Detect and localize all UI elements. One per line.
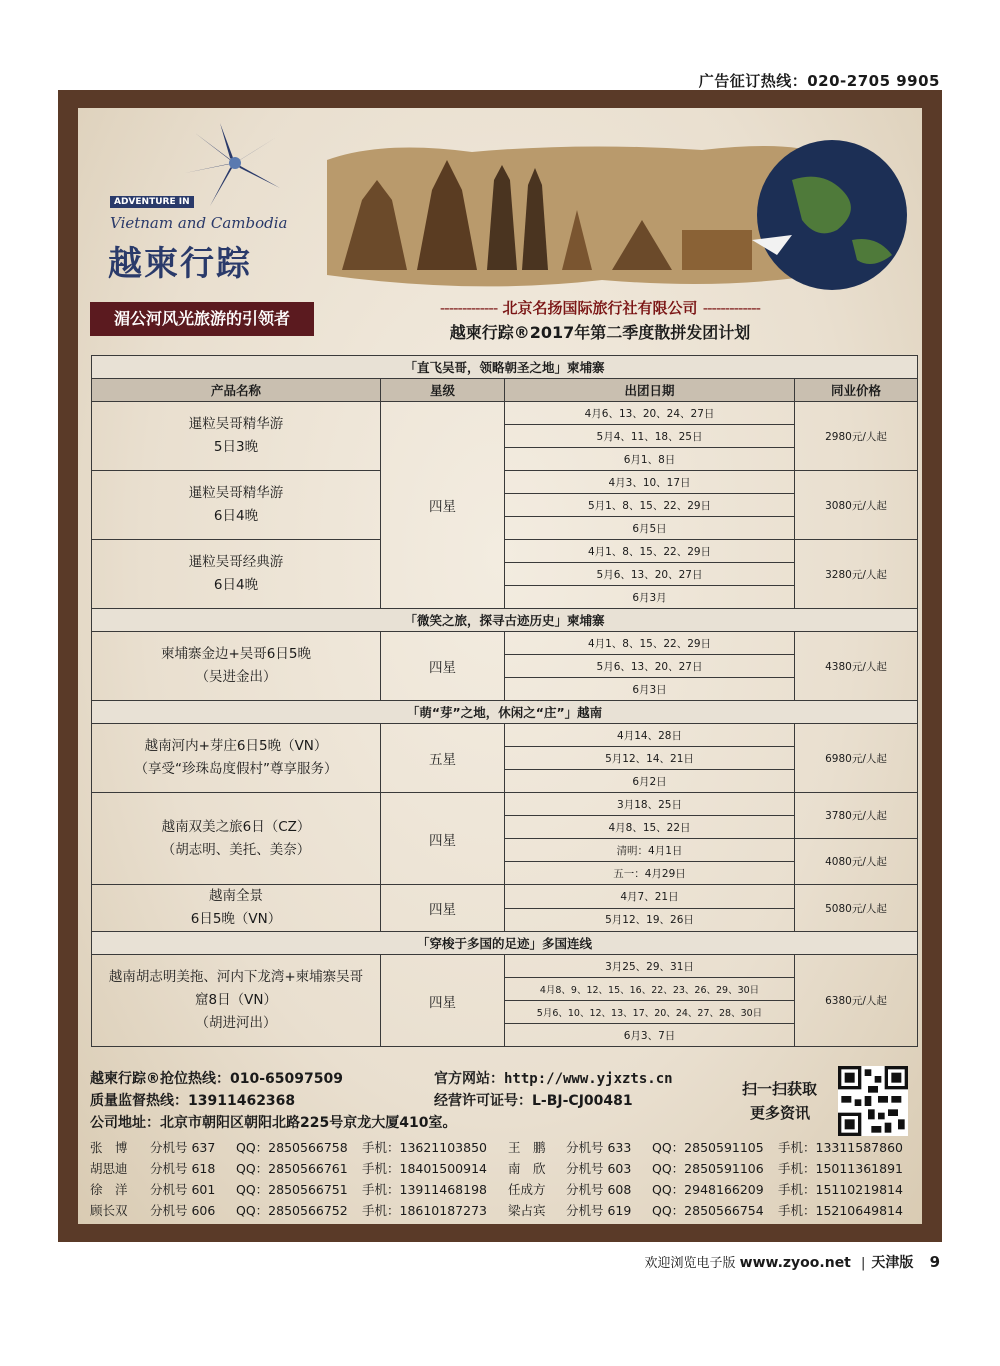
- quality-hotline-row: 质量监督热线：13911462368: [90, 1093, 296, 1109]
- level-cell: 四星: [381, 402, 505, 609]
- logo-english-name: Vietnam and Cambodia: [110, 214, 288, 232]
- date-cell: 清明：4月1日: [505, 839, 795, 862]
- date-cell: 5月12、19、26日: [505, 908, 795, 932]
- date-cell: 5月6、10、12、13、17、20、24、27、28、30日: [505, 1001, 795, 1024]
- license-number: L-BJ-CJ00481: [532, 1093, 633, 1109]
- date-cell: 4月1、8、15、22、29日: [505, 540, 795, 563]
- slogan-banner: 湄公河风光旅游的引领者: [90, 302, 314, 336]
- schedule-table: [91, 355, 917, 1047]
- section-header: 「微笑之旅，探寻古迹历史」柬埔寨: [92, 609, 918, 632]
- product-cell: 暹粒吴哥经典游 6日4晚: [92, 540, 381, 609]
- quality-hotline-number[interactable]: 13911462368: [188, 1093, 296, 1109]
- price-cell: 3280元/人起: [795, 540, 918, 609]
- staff-row: 顾长双 分机号 606 QQ：2850566752 手机：18610187273 梁占宾 分机号 619 QQ：2850566754 手机：15210649814: [90, 1203, 903, 1218]
- date-cell: 4月8、15、22日: [505, 816, 795, 839]
- company-name: ------------- 北京名扬国际旅行社有限公司 -------------: [439, 299, 761, 317]
- website-row: 官方网站：http://www.yjxzts.cn: [434, 1071, 673, 1087]
- header-level: 星级: [381, 379, 505, 402]
- product-cell: 越南胡志明美拖、河内下龙湾+柬埔寨吴哥 窟8日（VN） （胡进河出）: [92, 955, 381, 1047]
- product-cell: 越南河内+芽庄6日5晚（VN） （享受“珍珠岛度假村”尊享服务）: [92, 724, 381, 793]
- header-price: 同业价格: [795, 379, 918, 402]
- company-name-text: 北京名扬国际旅行社有限公司: [502, 299, 698, 317]
- date-cell: 6月5日: [505, 517, 795, 540]
- plan-title: 越柬行踪®2017年第二季度散拼发团计划: [449, 323, 751, 342]
- date-cell: 五一：4月29日: [505, 862, 795, 885]
- price-cell: 4380元/人起: [795, 632, 918, 701]
- product-cell: 越南全景 6日5晚（VN）: [92, 885, 381, 932]
- qr-code-icon[interactable]: [838, 1066, 908, 1136]
- product-cell: 暹粒吴哥精华游 5日3晚: [92, 402, 381, 471]
- level-cell: 四星: [381, 955, 505, 1047]
- ad-hotline: 广告征订热线：020-2705 9905: [698, 72, 940, 90]
- level-cell: 四星: [381, 885, 505, 932]
- level-cell: 四星: [381, 793, 505, 885]
- date-cell: 3月18、25日: [505, 793, 795, 816]
- price-cell: 3080元/人起: [795, 471, 918, 540]
- section-header: 「直飞吴哥，领略朝圣之地」柬埔寨: [92, 356, 918, 379]
- hotline-row: 越柬行踪®抢位热线：010-65097509: [90, 1071, 343, 1087]
- date-cell: 5月1、8、15、22、29日: [505, 494, 795, 517]
- product-cell: 柬埔寨金边+吴哥6日5晚 （吴进金出）: [92, 632, 381, 701]
- website-link[interactable]: http://www.yjxzts.cn: [504, 1071, 673, 1087]
- logo-swirl-icon: [180, 118, 290, 208]
- page-footer: 欢迎浏览电子版 www.zyoo.net | 天津版 9: [644, 1253, 940, 1271]
- date-cell: 4月6、13、20、24、27日: [505, 402, 795, 425]
- date-cell: 3月25、29、31日: [505, 955, 795, 978]
- date-cell: 4月7、21日: [505, 885, 795, 909]
- date-cell: 6月3月: [505, 586, 795, 609]
- hotline-number[interactable]: 010-65097509: [230, 1071, 343, 1087]
- price-cell: 5080元/人起: [795, 885, 918, 932]
- company-address: 公司地址：北京市朝阳区朝阳北路225号京龙大厦410室。: [90, 1115, 457, 1131]
- level-cell: 四星: [381, 632, 505, 701]
- scan-prompt-line1: 扫一扫获取: [742, 1080, 818, 1098]
- price-cell: 2980元/人起: [795, 402, 918, 471]
- staff-row: 张 博 分机号 637 QQ：2850566758 手机：13621103850 王 鹏 分机号 633 QQ：2850591105 手机：13311587860: [90, 1140, 903, 1155]
- logo-badge: ADVENTURE IN: [110, 196, 194, 208]
- date-cell: 5月12、14、21日: [505, 747, 795, 770]
- header-product: 产品名称: [92, 379, 381, 402]
- date-cell: 4月8、9、12、15、16、22、23、26、29、30日: [505, 978, 795, 1001]
- date-cell: 4月14、28日: [505, 724, 795, 747]
- page-number: 9: [929, 1253, 940, 1271]
- logo-chinese-name: 越柬行踪: [108, 244, 252, 284]
- date-cell: 4月1、8、15、22、29日: [505, 632, 795, 655]
- level-cell: 五星: [381, 724, 505, 793]
- footer-site-link[interactable]: www.zyoo.net: [739, 1255, 851, 1271]
- scan-prompt-line2: 更多资讯: [750, 1104, 811, 1122]
- date-cell: 5月6、13、20、27日: [505, 655, 795, 678]
- price-cell: 3780元/人起: [795, 793, 918, 839]
- price-cell: 6980元/人起: [795, 724, 918, 793]
- section-header: 「萌“芽”之地，休闲之“庄”」越南: [92, 701, 918, 724]
- footer-edition: 天津版: [871, 1255, 914, 1271]
- date-cell: 6月1、8日: [505, 448, 795, 471]
- date-cell: 4月3、10、17日: [505, 471, 795, 494]
- temples-globe-banner: [322, 140, 907, 300]
- staff-row: 胡思迪 分机号 618 QQ：2850566761 手机：18401500914 南 欣 分机号 603 QQ：2850591106 手机：15011361891: [90, 1161, 903, 1176]
- product-cell: 暹粒吴哥精华游 6日4晚: [92, 471, 381, 540]
- license-row: 经营许可证号：L-BJ-CJ00481: [434, 1093, 633, 1109]
- price-cell: 4080元/人起: [795, 839, 918, 885]
- header-dates: 出团日期: [505, 379, 795, 402]
- date-cell: 6月3日: [505, 678, 795, 701]
- product-cell: 越南双美之旅6日（CZ） （胡志明、美托、美奈）: [92, 793, 381, 885]
- date-cell: 6月3、7日: [505, 1024, 795, 1047]
- date-cell: 5月6、13、20、27日: [505, 563, 795, 586]
- section-header: 「穿梭于多国的足迹」多国连线: [92, 932, 918, 955]
- date-cell: 6月2日: [505, 770, 795, 793]
- staff-row: 徐 洋 分机号 601 QQ：2850566751 手机：13911468198 任成方 分机号 608 QQ：2948166209 手机：15110219814: [90, 1182, 903, 1197]
- price-cell: 6380元/人起: [795, 955, 918, 1047]
- date-cell: 5月4、11、18、25日: [505, 425, 795, 448]
